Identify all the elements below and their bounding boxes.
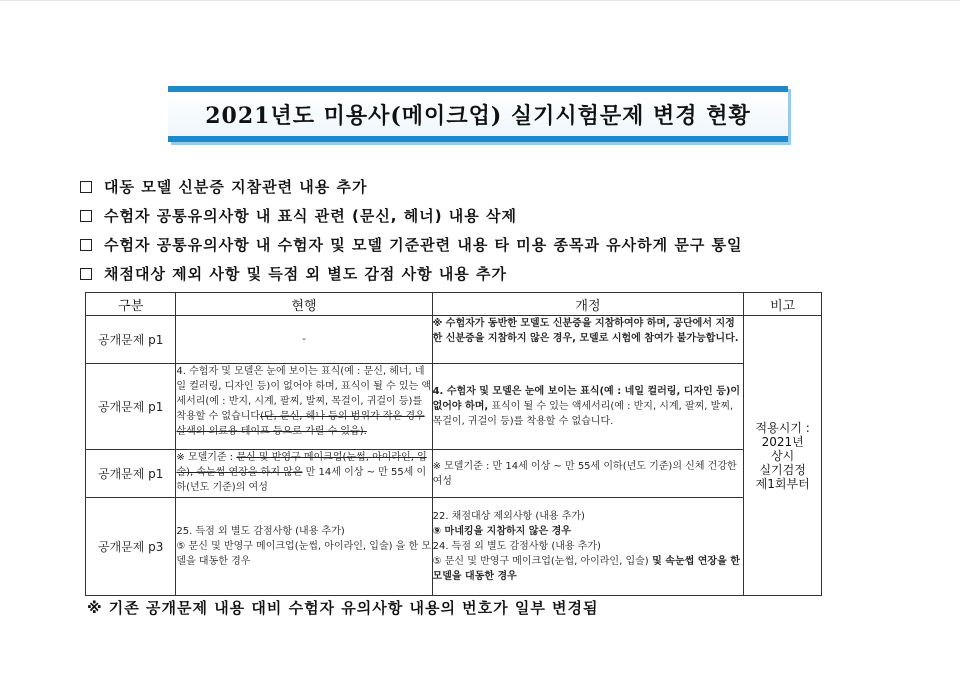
cell-gubun: 공개문제 p1 — [86, 450, 176, 498]
note-line: 2021년 — [761, 434, 804, 449]
cell-gubun: 공개문제 p1 — [86, 364, 176, 450]
summary-item — [80, 259, 840, 288]
summary-item — [80, 172, 840, 201]
current-text: ※ 모델기준 : — [176, 452, 237, 463]
table-row — [86, 450, 822, 498]
table-row — [86, 498, 822, 596]
checkbox-icon — [80, 268, 92, 280]
revised-text: 24. 득점 외 별도 감점사항 (내용 추가) — [432, 541, 601, 552]
revised-text-part: ⑤ 문신 및 반영구 메이크업(눈썹, 아이라인, 입술) — [432, 556, 649, 567]
header-note: 비고 — [744, 293, 822, 316]
cell-current — [176, 498, 432, 596]
current-text: ⑤ 문신 및 반영구 메이크업(눈썹, 아이라인, 입술) 을 한 모델을 대동한 경우 — [176, 541, 432, 567]
table-header-row — [86, 293, 822, 316]
summary-item-text: 수험자 공통유의사항 내 수험자 및 모델 기준관련 내용 타 미용 종목과 유사하게 문구 통일 — [104, 236, 743, 254]
summary-item-text: 채점대상 제외 사항 및 득점 외 별도 감점 사항 내용 추가 — [104, 265, 508, 283]
cell-current — [176, 450, 432, 498]
checkbox-icon — [80, 210, 92, 222]
note-line: 상시 — [771, 448, 795, 463]
current-text: 4. 수험자 및 모델은 눈에 보이는 표식(예 : 문신, 헤너, 네일 컬러링, 디자인 등)이 없어야 하며, 표식이 될 수 있는 액세서리(예 : 반지, 시계, 팔찌, 발찌, 목걸이, 귀걸이 등)를 착용할 수 없습니다 — [176, 366, 431, 422]
revised-bold-text: ⑨ 마네킹을 지참하지 않은 경우 — [432, 526, 571, 537]
current-text: 25. 득점 외 별도 감점사항 (내용 추가) — [176, 526, 345, 537]
cell-gubun: 공개문제 p3 — [86, 498, 176, 596]
cell-current — [176, 364, 432, 450]
cell-revised — [432, 364, 744, 450]
page-title: 2021년도 미용사(메이크업) 실기시험문제 변경 현황 — [205, 102, 751, 129]
deleted-text: 문신 및 반영구 메이크업(눈썹, 아이라인, 입술), 속눈썹 연장을 하지 않은 — [176, 452, 427, 478]
header-revised: 개정 — [432, 293, 744, 316]
summary-item-text: 대동 모델 신분증 지참관련 내용 추가 — [104, 178, 368, 196]
summary-item-text: 수험자 공통유의사항 내 표식 관련 (문신, 헤너) 내용 삭제 — [104, 207, 517, 225]
revised-text: 표식이 될 수 있는 액세서리(예 : 반지, 시계, 팔찌, 발찌, 목걸이, 귀걸이 등)를 착용할 수 없습니다. — [432, 401, 734, 427]
deleted-text: (단, 문신, 헤나 등의 범위가 작은 경우 살색의 의료용 테이프 등으로 가릴 수 있음). — [176, 411, 425, 437]
cell-revised: ※ 모델기준 : 만 14세 이상 ~ 만 55세 이하(년도 기준)의 신체 건강한 여성 — [432, 450, 744, 498]
table-row — [86, 316, 822, 364]
header-current: 현행 — [176, 293, 432, 316]
summary-item — [80, 230, 840, 259]
cell-revised — [432, 498, 744, 596]
table-row — [86, 364, 822, 450]
revised-text: 22. 채점대상 제외사항 (내용 추가) — [432, 511, 585, 522]
summary-list — [80, 172, 840, 288]
checkbox-icon — [80, 239, 92, 251]
checkbox-icon — [80, 181, 92, 193]
cell-current: - — [176, 316, 432, 364]
cell-revised: ※ 수험자가 동반한 모델도 신분증을 지참하여야 하며, 공단에서 지정한 신분증을 지참하지 않은 경우, 모델로 시험에 참여가 불가능합니다. — [432, 316, 744, 364]
current-text: 만 14세 이상 ~ 만 55세 이하(년도 기준)의 여성 — [176, 467, 427, 493]
cell-gubun: 공개문제 p1 — [86, 316, 176, 364]
title-banner — [168, 86, 788, 142]
footnote: ※ 기존 공개문제 내용 대비 수험자 유의사항 내용의 번호가 일부 변경됨 — [87, 599, 599, 617]
note-line: 적용시기 : — [755, 420, 810, 435]
revised-bold-text: 4. 수험자 및 모델은 눈에 보이는 표식(예 : 네일 컬러링, 디자인 등)이 없어야 하며, — [432, 386, 741, 412]
header-gubun: 구분 — [86, 293, 176, 316]
revised-bold-text: 및 속눈썹 연장을 한 모델을 대동한 경우 — [432, 556, 740, 582]
summary-item — [80, 201, 840, 230]
note-line: 제1회부터 — [755, 476, 810, 491]
cell-note — [744, 316, 822, 596]
note-line: 실기검정 — [759, 462, 806, 477]
change-table — [85, 292, 822, 596]
revised-text — [433, 554, 744, 584]
